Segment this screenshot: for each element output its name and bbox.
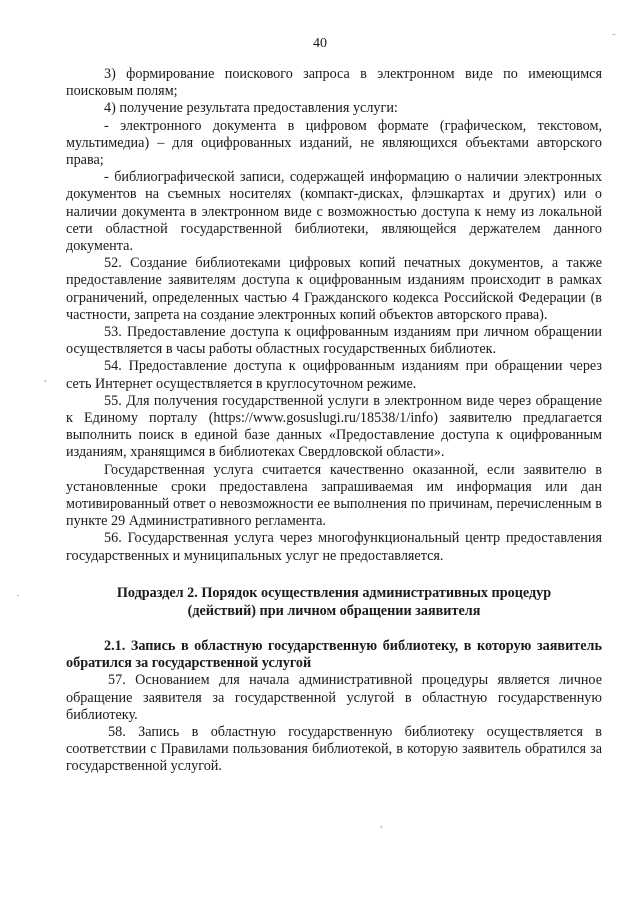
paragraph: 52. Создание библиотеками цифровых копий печатных документов, а также предоставление заявителям доступа к оцифрованным изданиям происходит в рамках ограничений, определенных частью 4 Гражданского кодекса Российской Федерации (в частности, запрета на создание электронных копий объектов авторского права). [66,255,602,323]
scan-mark: , [380,818,383,830]
document-body [66,66,602,776]
paragraph: 3) формирование поискового запроса в электронном виде по имеющимся поисковым полям; [66,66,602,100]
page-number: 40 [313,36,327,51]
paragraph: 4) получение результата предоставления услуги: [104,100,398,117]
paragraph: 58. Запись в областную государственную библиотеку осуществляется в соответствии с Правилами пользования библиотекой, в которую заявитель обратился за государственной услугой. [66,723,602,775]
scan-mark: ˜ [612,32,616,44]
paragraph: 57. Основанием для начала административной процедуры является личное обращение заявителя за государственной услугой в областную государственную библиотеку. [66,672,602,723]
paragraph: 55. Для получения государственной услуги в электронном виде через обращение к Единому порталу (https://www.gosuslugi.ru/18538/1/info) заявителю предлагается выполнить поиск в единой базе данных «Предоставление доступа к оцифрованным изданиям, хранящимся в библиотеках Свердловской области». [66,392,602,461]
subsection-heading: Подраздел 2. Порядок осуществления административных процедур (действий) при личном обращении заявителя [116,584,552,619]
scan-mark: , [44,372,47,384]
paragraph: - электронного документа в цифровом формате (графическом, текстовом, мультимедиа) – для оцифрованных изданий, не являющихся объектами авторского права; [66,117,602,169]
paragraph: 53. Предоставление доступа к оцифрованным изданиям при личном обращении осуществляется в часы работы областных государственных библиотек. [66,324,602,358]
paragraph: Государственная услуга считается качественно оказанной, если заявителю в установленные сроки предоставлена запрашиваемая им информация или дан мотивированный ответ о невозможности ее выполнения по причинам, перечисленным в пункте 29 Административного регламента. [66,461,602,530]
paragraph: 54. Предоставление доступа к оцифрованным изданиям при обращении через сеть Интернет осуществляется в круглосуточном режиме. [66,358,602,392]
paragraph: - библиографической записи, содержащей информацию о наличии электронных документов на съемных носителях (компакт-дисках, флэшкартах и других) или о наличии документа в электронном виде с возможностью доступа к нему из локальной сети областной государственной библиотеки, являющейся держателем данного документа. [66,169,602,255]
paragraph: 56. Государственная услуга через многофункциональный центр предоставления государственных и муниципальных услуг не предоставляется. [66,530,602,564]
section-heading: 2.1. Запись в областную государственную библиотеку, в которую заявитель обратился за государственной услугой [66,637,602,672]
scan-mark: · [16,590,20,602]
